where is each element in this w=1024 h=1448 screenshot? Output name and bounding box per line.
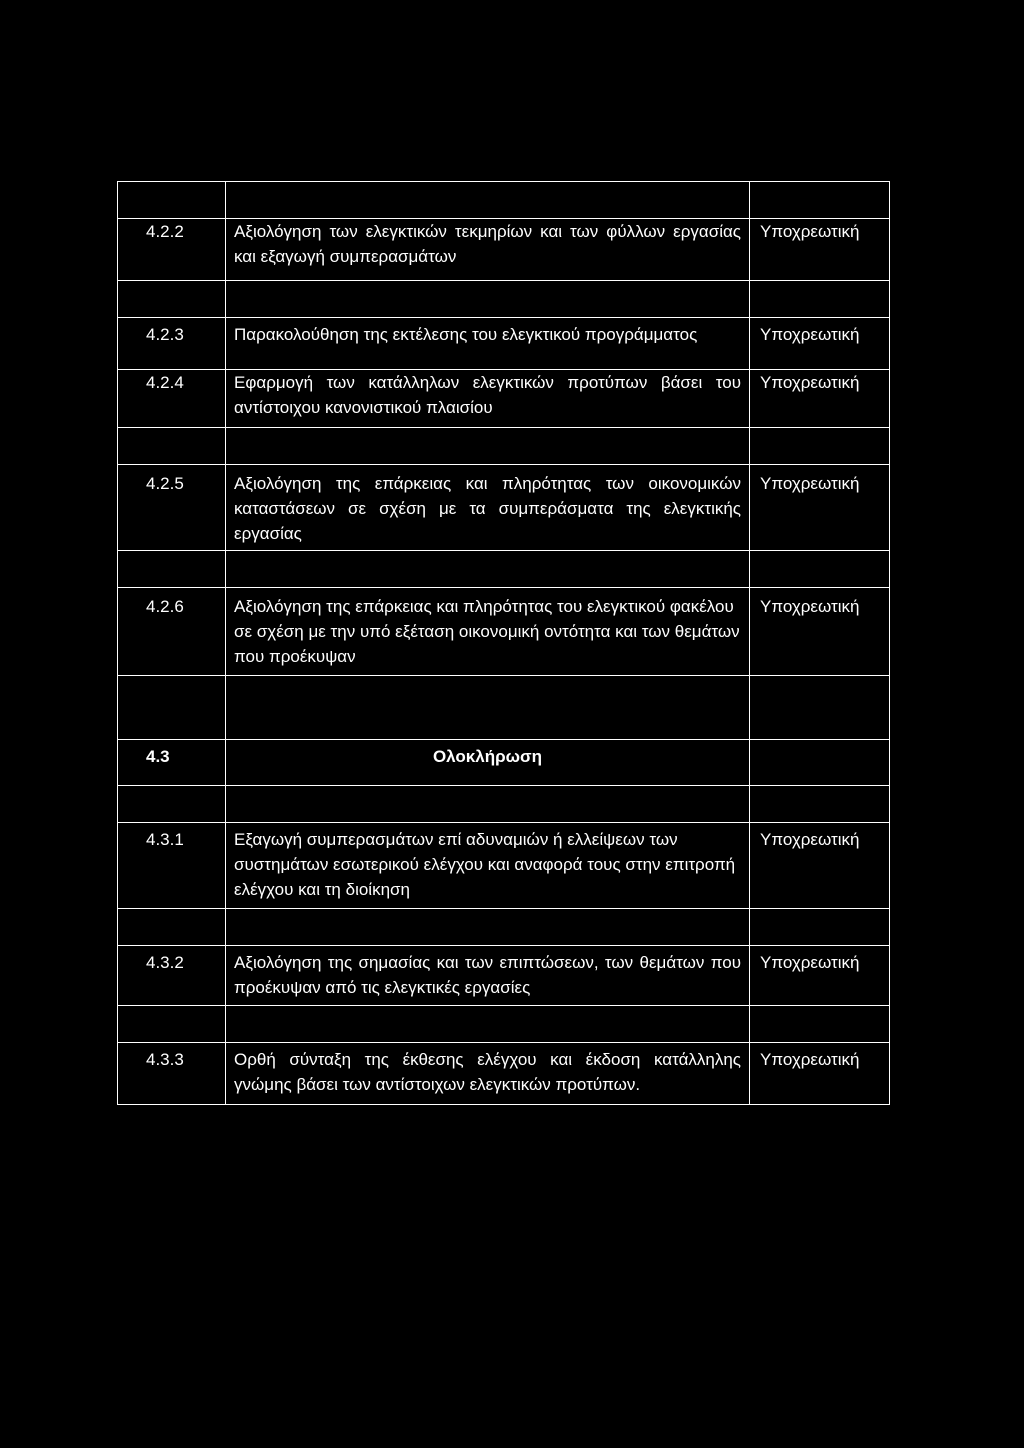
table-row xyxy=(118,1043,890,1105)
table-row xyxy=(118,588,890,676)
section-heading-row xyxy=(118,740,890,786)
item-status: Υποχρεωτική xyxy=(750,588,890,676)
spacer-row xyxy=(118,786,890,823)
spacer-row xyxy=(118,551,890,588)
item-description: Ορθή σύνταξη της έκθεσης ελέγχου και έκδοση κατάλληλης γνώμης βάσει των αντίστοιχων ελεγκτικών προτύπων. xyxy=(226,1043,750,1105)
spacer-row xyxy=(118,1006,890,1043)
item-code: 4.2.5 xyxy=(118,465,226,551)
item-description: Αξιολόγηση της επάρκειας και πληρότητας του ελεγκτικού φακέλου σε σχέση με την υπό εξέταση οικονομική οντότητα και των θεμάτων που προέκυψαν xyxy=(226,588,750,676)
item-status: Υποχρεωτική xyxy=(750,370,890,428)
item-code: 4.3.3 xyxy=(118,1043,226,1105)
section-code: 4.3 xyxy=(118,740,226,786)
item-description: Εξαγωγή συμπερασμάτων επί αδυναμιών ή ελλείψεων των συστημάτων εσωτερικού ελέγχου και αναφορά τους στην επιτροπή ελέγχου και τη διοίκηση xyxy=(226,823,750,909)
spacer-row xyxy=(118,281,890,318)
requirements-table xyxy=(117,181,890,1105)
item-description: Αξιολόγηση της επάρκειας και πληρότητας των οικονομικών καταστάσεων σε σχέση με τα συμπεράσματα της ελεγκτικής εργασίας xyxy=(226,465,750,551)
item-description: Αξιολόγηση της σημασίας και των επιπτώσεων, των θεμάτων που προέκυψαν από τις ελεγκτικές εργασίες xyxy=(226,946,750,1006)
item-status xyxy=(750,740,890,786)
item-description: Εφαρμογή των κατάλληλων ελεγκτικών προτύπων βάσει του αντίστοιχου κανονιστικού πλαισίου xyxy=(226,370,750,428)
item-description: Αξιολόγηση των ελεγκτικών τεκμηρίων και των φύλλων εργασίας και εξαγωγή συμπερασμάτων xyxy=(226,219,750,281)
item-status: Υποχρεωτική xyxy=(750,219,890,281)
table-row xyxy=(118,318,890,370)
table-row xyxy=(118,219,890,281)
item-status: Υποχρεωτική xyxy=(750,823,890,909)
spacer-row xyxy=(118,909,890,946)
spacer-row xyxy=(118,182,890,219)
item-status: Υποχρεωτική xyxy=(750,946,890,1006)
item-code: 4.2.3 xyxy=(118,318,226,370)
item-code: 4.2.2 xyxy=(118,219,226,281)
spacer-row xyxy=(118,676,890,740)
item-code: 4.2.6 xyxy=(118,588,226,676)
item-code: 4.2.4 xyxy=(118,370,226,428)
item-status: Υποχρεωτική xyxy=(750,1043,890,1105)
item-status: Υποχρεωτική xyxy=(750,318,890,370)
table-row xyxy=(118,946,890,1006)
item-description: Παρακολούθηση της εκτέλεσης του ελεγκτικού προγράμματος xyxy=(226,318,750,370)
item-status: Υποχρεωτική xyxy=(750,465,890,551)
item-code: 4.3.1 xyxy=(118,823,226,909)
item-code: 4.3.2 xyxy=(118,946,226,1006)
table-row xyxy=(118,370,890,428)
spacer-row xyxy=(118,428,890,465)
table-row xyxy=(118,465,890,551)
section-title: Ολοκλήρωση xyxy=(226,740,750,786)
table-row xyxy=(118,823,890,909)
